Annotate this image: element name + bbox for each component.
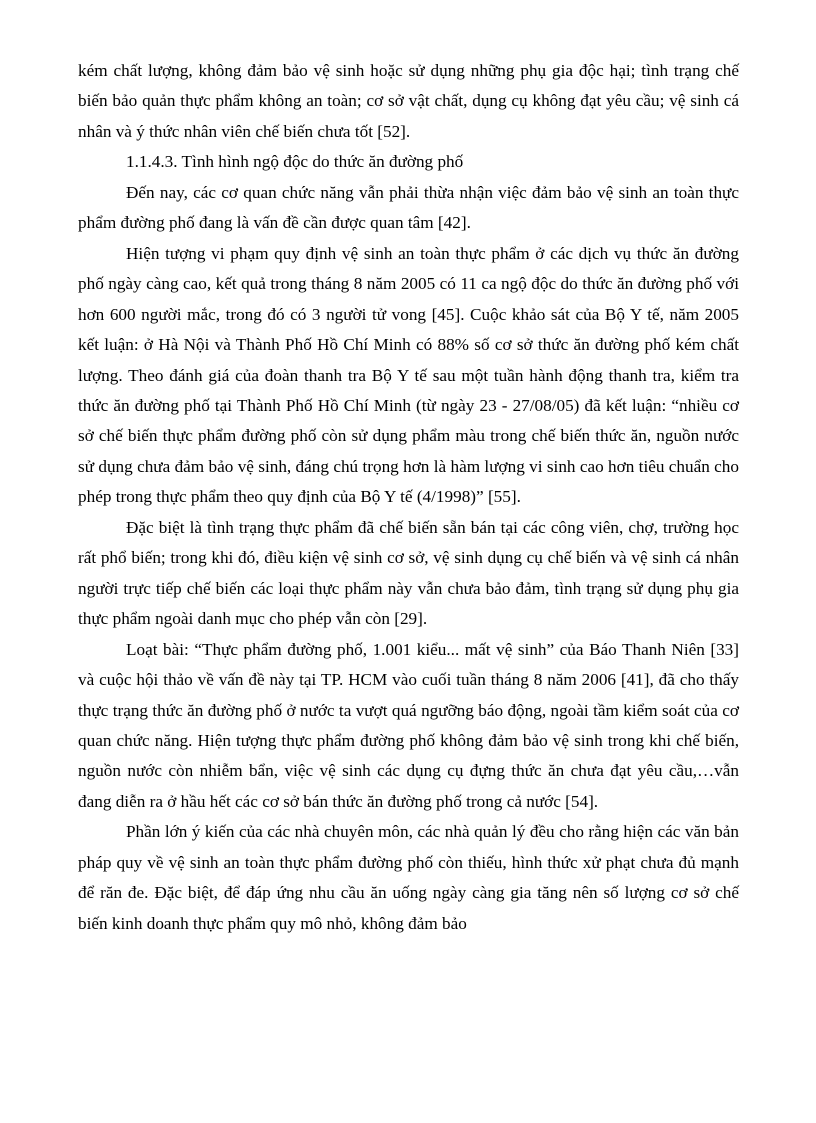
paragraph: Loạt bài: “Thực phẩm đường phố, 1.001 kiểu... mất vệ sinh” của Báo Thanh Niên [33] và cuộc hội thảo về vấn đề này tại TP. HCM vào cuối tuần tháng 8 năm 2006 [41], đã cho thấy thực trạng thức ăn đường phố ở nước ta vượt quá ngưỡng báo động, ngoài tầm kiểm soát của cơ quan chức năng. Hiện tượng thực phẩm đường phố không đảm bảo vệ sinh trong khi chế biến, nguồn nước còn nhiễm bẩn, việc vệ sinh các dụng cụ đựng thức ăn chưa đạt yêu cầu,…vẫn đang diễn ra ở hầu hết các cơ sở bán thức ăn đường phố trong cả nước [54]. [78,639,739,811]
paragraph-continuation: kém chất lượng, không đảm bảo vệ sinh hoặc sử dụng những phụ gia độc hại; tình trạng chế biến bảo quản thực phẩm không an toàn; cơ sở vật chất, dụng cụ không đạt yêu cầu; vệ sinh cá nhân và ý thức nhân viên chế biến chưa tốt [52]. [78,61,739,141]
paragraph: Hiện tượng vi phạm quy định vệ sinh an toàn thực phẩm ở các dịch vụ thức ăn đường phố ngày càng cao, kết quả trong tháng 8 năm 2005 có 11 ca ngộ độc do thức ăn đường phố với hơn 600 người mắc, trong đó có 3 người tử vong [45]. Cuộc khảo sát của Bộ Y tế, năm 2005 kết luận: ở Hà Nội và Thành Phố Hồ Chí Minh có 88% số cơ sở thức ăn đường phố kém chất lượng. Theo đánh giá của đoàn thanh tra Bộ Y tế sau một tuần hành động thanh tra, kiểm tra thức ăn đường phố tại Thành Phố Hồ Chí Minh (từ ngày 23 - 27/08/05) đã kết luận: “nhiều cơ sở chế biến thực phẩm đường phố còn sử dụng phẩm màu trong chế biến thức ăn, nguồn nước sử dụng chưa đảm bảo vệ sinh, đáng chú trọng hơn là hàm lượng vi sinh cao hơn tiêu chuẩn cho phép trong thực phẩm theo quy định của Bộ Y tế (4/1998)” [55]. [78,243,739,507]
paragraph: Đến nay, các cơ quan chức năng vẫn phải thừa nhận việc đảm bảo vệ sinh an toàn thực phẩm đường phố đang là vấn đề cần được quan tâm [42]. [78,182,739,233]
paragraph: Phần lớn ý kiến của các nhà chuyên môn, các nhà quản lý đều cho rằng hiện các văn bản pháp quy về vệ sinh an toàn thực phẩm đường phố còn thiếu, hình thức xử phạt chưa đủ mạnh để răn đe. Đặc biệt, để đáp ứng nhu cầu ăn uống ngày càng gia tăng nên số lượng cơ sở chế biến kinh doanh thực phẩm quy mô nhỏ, không đảm bảo [78,822,739,933]
section-heading: 1.1.4.3. Tình hình ngộ độc do thức ăn đường phố [126,152,464,172]
document-page [78,56,739,939]
paragraph: Đặc biệt là tình trạng thực phẩm đã chế biến sẵn bán tại các công viên, chợ, trường học rất phổ biến; trong khi đó, điều kiện vệ sinh cơ sở, vệ sinh dụng cụ chế biến và vệ sinh cá nhân người trực tiếp chế biến các loại thực phẩm này vẫn chưa bảo đảm, tình trạng sử dụng phụ gia thực phẩm ngoài danh mục cho phép vẫn còn [29]. [78,517,739,629]
